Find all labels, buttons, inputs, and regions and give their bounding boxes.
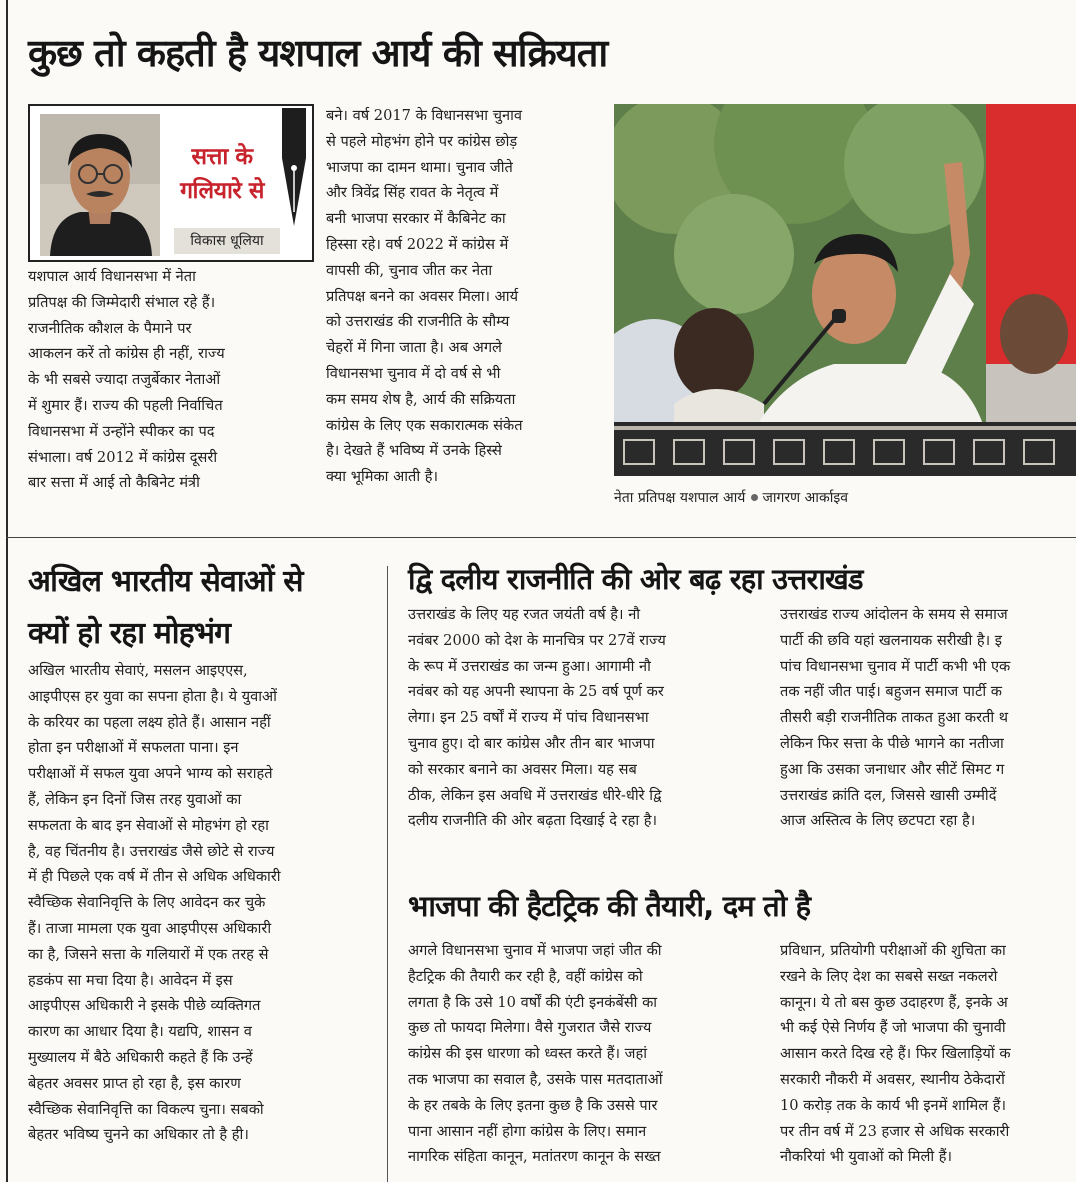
story2-body: [28, 658, 380, 1148]
text-line: क्या भूमिका आती है।: [326, 468, 439, 486]
story4-column-2: [780, 938, 1076, 1170]
politician-speaking-photo: [614, 104, 1076, 476]
text-line: विधानसभा चुनाव में दो वर्ष से भी: [326, 364, 501, 382]
text-line: हैं। ताजा मामला एक युवा आइपीएस अधिकारी: [28, 919, 272, 937]
text-line: बनी भाजपा सरकार में कैबिनेट का: [326, 210, 506, 228]
text-line: प्रतिपक्ष की जिम्मेदारी संभाल रहे हैं।: [28, 293, 216, 311]
columnist-portrait-image: [40, 114, 160, 256]
text-line: को सरकार बनाने का अवसर मिला। यह सब: [408, 760, 637, 778]
fountain-pen-icon: [276, 108, 312, 226]
photo-credit: जागरण आर्काइव: [762, 490, 848, 506]
columnist-box: [28, 104, 314, 262]
text-line: उत्तराखंड क्रांति दल, जिससे खासी उम्मीदें: [780, 786, 997, 804]
text-line: अखिल भारतीय सेवाएं, मसलन आइएएस,: [28, 662, 248, 679]
text-line: पार्टी की छवि यहां खलनायक सरीखी है। इ: [780, 631, 1002, 649]
columnist-name: विकास धूलिया: [174, 228, 280, 254]
text-line: के हर तबके के लिए इतना कुछ है कि उससे पार: [408, 1096, 658, 1114]
text-line: और त्रिवेंद्र सिंह रावत के नेतृत्व में: [326, 184, 499, 202]
text-line: पांच विधानसभा चुनाव में पार्टी कभी भी एक: [780, 657, 1011, 675]
text-line: कानून। ये तो बस कुछ उदाहरण हैं, इनके अ: [780, 993, 1008, 1011]
story2-headline: [28, 556, 378, 660]
text-line: सरकारी नौकरी में अवसर, स्थानीय ठेकेदारों: [780, 1070, 1005, 1088]
text-line: आज अस्तित्व के लिए छटपटा रहा है।: [780, 812, 976, 830]
story3-column-2: [780, 602, 1076, 834]
news-photo: [614, 104, 1076, 476]
text-line: स्वैच्छिक सेवानिवृत्ति के लिए आवेदन कर चुके: [28, 894, 266, 912]
text-line: के भी सबसे ज्यादा तजुर्बेकार नेताओं: [28, 371, 221, 389]
text-line: बने। वर्ष 2017 के विधानसभा चुनाव: [326, 107, 522, 124]
story2-headline-line-2: क्यों हो रहा मोहभंग: [28, 616, 231, 651]
text-line: से पहले मोहभंग होने पर कांग्रेस छोड़: [326, 132, 518, 150]
main-headline: कुछ तो कहती है यशपाल आर्य की सक्रियता: [28, 31, 608, 75]
text-line: विधानसभा में उन्होंने स्पीकर का पद: [28, 422, 215, 440]
text-line: में शुमार हैं। राज्य की पहली निर्वाचित: [28, 396, 223, 414]
column-title-line-1: सत्ता के: [191, 144, 253, 170]
text-line: को उत्तराखंड की राजनीति के सौम्य: [326, 313, 510, 331]
text-line: नवंबर को यह अपनी स्थापना के 25 वर्ष पूर्ण कर: [408, 683, 664, 701]
text-line: पर तीन वर्ष में 23 हजार से अधिक सरकारी: [780, 1122, 1010, 1140]
text-line: उत्तराखंड राज्य आंदोलन के समय से समाज: [780, 606, 1008, 623]
text-line: का है, जिसने सत्ता के गलियारों में एक तरह से: [28, 945, 269, 963]
text-line: नौकरियां भी युवाओं को मिली हैं।: [780, 1148, 953, 1166]
text-line: दलीय राजनीति की ओर बढ़ता दिखाई दे रहा है।: [408, 812, 658, 830]
text-line: चुनाव हुए। दो बार कांग्रेस और तीन बार भाजपा: [408, 734, 655, 752]
column-title-line-2: गलियारे से: [180, 178, 264, 204]
text-line: राजनीतिक कौशल के पैमाने पर: [28, 319, 192, 337]
photo-caption: [614, 488, 848, 507]
photo-caption-text: नेता प्रतिपक्ष यशपाल आर्य: [614, 490, 746, 506]
text-line: नागरिक संहिता कानून, मतांतरण कानून के सख्त: [408, 1148, 661, 1166]
column-title: [170, 140, 274, 208]
story3-column-1: [408, 602, 768, 834]
story3-headline: द्वि दलीय राजनीति की ओर बढ़ रहा उत्तराखंड: [408, 562, 863, 596]
text-line: वापसी की, चुनाव जीत कर नेता: [326, 261, 493, 279]
text-line: कांग्रेस की इस धारणा को ध्वस्त करते हैं। जहां: [408, 1045, 647, 1063]
columnist-portrait: [40, 114, 160, 256]
text-line: लगता है कि उसे 10 वर्षों की एंटी इनकंबेंसी का: [408, 993, 658, 1011]
text-line: कारण का आधार दिया है। यद्यपि, शासन व: [28, 1023, 252, 1041]
text-line: बेहतर अवसर प्राप्त हो रहा है, इस कारण: [28, 1074, 241, 1092]
text-line: बेहतर भविष्य चुनने का अधिकार तो है ही।: [28, 1126, 249, 1144]
story4-headline: भाजपा की हैटट्रिक की तैयारी, दम तो है: [408, 889, 811, 923]
text-line: आइपीएस हर युवा का सपना होता है। ये युवाओं: [28, 687, 277, 705]
text-line: कांग्रेस के लिए एक सकारात्मक संकेत: [326, 416, 523, 434]
text-line: में ही पिछले एक वर्ष में तीन से अधिक अधिकारी: [28, 868, 281, 886]
story4-column-1: [408, 938, 768, 1170]
text-line: तक भाजपा का सवाल है, उसके पास मतदाताओं: [408, 1070, 663, 1088]
text-line: सफलता के बाद इन सेवाओं से मोहभंग हो रहा: [28, 816, 269, 834]
text-line: स्वैच्छिक सेवानिवृत्ति का विकल्प चुना। सबको: [28, 1100, 264, 1118]
text-line: है। देखते हैं भविष्य में उनके हिस्से: [326, 442, 502, 460]
text-line: हिस्सा रहे। वर्ष 2022 में कांग्रेस में: [326, 235, 509, 253]
text-line: होता इन परीक्षाओं में सफलता पाना। इन: [28, 739, 239, 757]
text-line: बार सत्ता में आई तो कैबिनेट मंत्री: [28, 474, 200, 492]
text-line: हुआ कि उसका जनाधार और सीटें सिमट ग: [780, 760, 1005, 778]
text-line: भाजपा का दामन थामा। चुनाव जीते: [326, 158, 513, 176]
text-line: है, वह चिंतनीय है। उत्तराखंड जैसे छोटे से राज्य: [28, 842, 275, 860]
text-line: उत्तराखंड के लिए यह रजत जयंती वर्ष है। नौ: [408, 606, 641, 623]
text-line: प्रतिपक्ष बनने का अवसर मिला। आर्य: [326, 287, 519, 305]
text-line: यशपाल आर्य विधानसभा में नेता: [28, 268, 196, 285]
bullet-dot-icon: [751, 494, 758, 501]
text-line: चेहरों में गिना जाता है। अब अगले: [326, 339, 502, 357]
story1-column-2: [326, 103, 600, 490]
text-line: भी कई ऐसे निर्णय हैं जो भाजपा की चुनावी: [780, 1019, 1006, 1037]
text-line: कम समय शेष है, आर्य की सक्रियता: [326, 390, 516, 408]
text-line: संभाला। वर्ष 2012 में कांग्रेस दूसरी: [28, 448, 218, 466]
left-column-rule: [6, 0, 8, 1182]
text-line: के करियर का पहला लक्ष्य होते हैं। आसान नहीं: [28, 713, 271, 731]
text-line: आइपीएस अधिकारी ने इसके पीछे व्यक्तिगत: [28, 997, 261, 1015]
text-line: आसान करते दिख रहे हैं। फिर खिलाड़ियों क: [780, 1045, 1011, 1063]
text-line: तक नहीं जीत पाई। बहुजन समाज पार्टी क: [780, 683, 1002, 701]
text-line: पाना आसान नहीं होगा कांग्रेस के लिए। समान: [408, 1122, 647, 1140]
text-line: लेकिन फिर सत्ता के पीछे भागने का नतीजा: [780, 734, 1004, 752]
text-line: हैटट्रिक की तैयारी कर रही है, वहीं कांग्रेस को: [408, 967, 643, 985]
text-line: ठीक, लेकिन इस अवधि में उत्तराखंड धीरे-धीरे द्वि: [408, 786, 662, 804]
text-line: 10 करोड़ तक के कार्य भी इनमें शामिल हैं।: [780, 1096, 1007, 1114]
section-divider: [6, 537, 1076, 538]
story1-column-1: [28, 264, 310, 496]
story2-headline-line-1: अखिल भारतीय सेवाओं से: [28, 564, 303, 599]
text-line: रखने के लिए देश का सबसे सख्त नकलरो: [780, 967, 998, 985]
text-line: तीसरी बड़ी राजनीतिक ताकत हुआ करती थ: [780, 709, 1009, 727]
text-line: के रूप में उत्तराखंड का जन्म हुआ। आगामी नौ: [408, 657, 651, 675]
text-line: मुख्यालय में बैठे अधिकारी कहते हैं कि उन्हें: [28, 1048, 253, 1066]
column-divider: [387, 566, 388, 1182]
text-line: कुछ तो फायदा मिलेगा। वैसे गुजरात जैसे राज्य: [408, 1019, 652, 1037]
text-line: आकलन करें तो कांग्रेस ही नहीं, राज्य: [28, 345, 225, 363]
text-line: परीक्षाओं में सफल युवा अपने भाग्य को सराहते: [28, 765, 273, 783]
text-line: प्रविधान, प्रतियोगी परीक्षाओं की शुचिता का: [780, 942, 1006, 959]
text-line: हैं, लेकिन इन दिनों जिस तरह युवाओं का: [28, 790, 242, 808]
text-line: नवंबर 2000 को देश के मानचित्र पर 27वें राज्य: [408, 631, 666, 649]
text-line: अगले विधानसभा चुनाव में भाजपा जहां जीत की: [408, 942, 662, 959]
text-line: लेगा। इन 25 वर्षों में राज्य में पांच विधानसभा: [408, 709, 649, 727]
text-line: हडकंप सा मचा दिया है। आवेदन में इस: [28, 971, 233, 989]
